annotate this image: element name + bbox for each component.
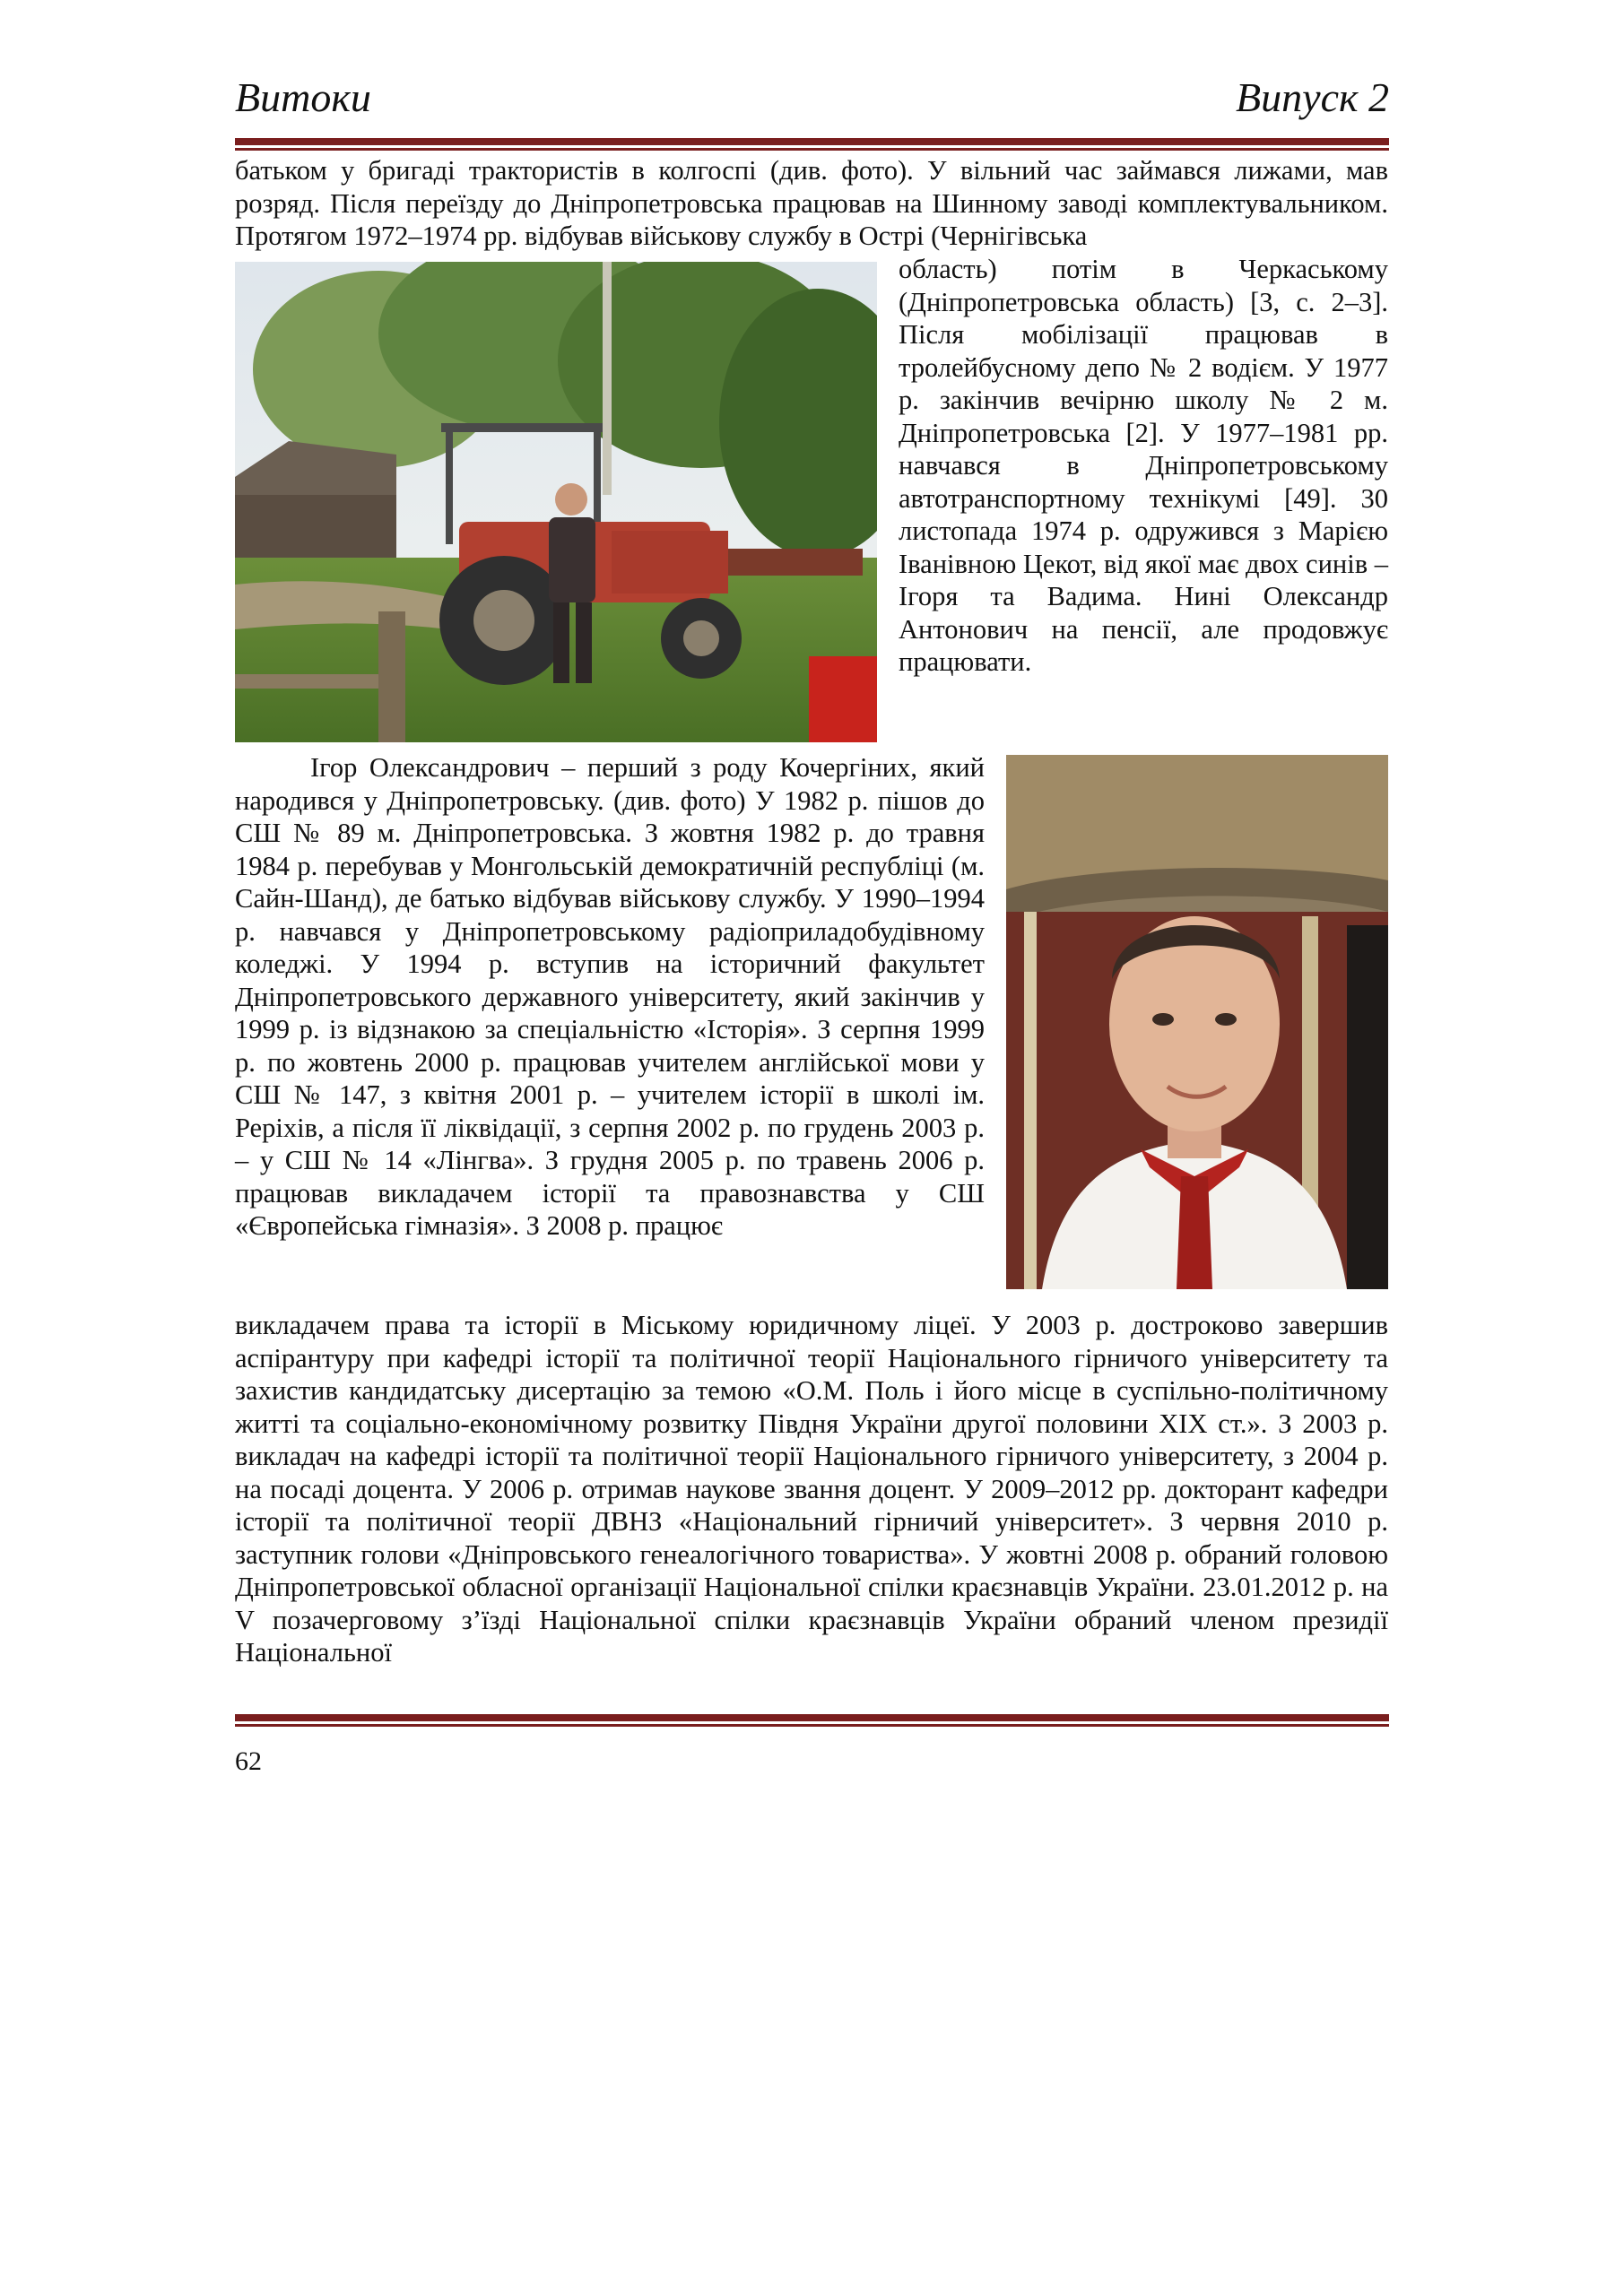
journal-title: Витоки [235,74,371,120]
tractor-photo [235,262,877,742]
portrait-photo-image [1006,755,1388,1289]
header-rule [235,138,1389,151]
paragraph-beside-portrait: Ігор Олександрович – перший з роду Кочергіних, який народився у Дніпропетровську. (див. фото) У 1982 р. пішов до СШ № 89 м. Дніпропетровська. З жовтня 1982 р. до травня 1984 р. перебував у Монгольській демократичній республіці (м. Сайн-Шанд), де батько відбував військову службу. У 1990–1994 р. навчався у Дніпропетровському радіоприладобудівному коледжі. У 1994 р. вступив на історичний факультет Дніпропетровського державного університету, який закінчив у 1999 р. із відзнакою за спеціальністю «Історія». З серпня 1999 р. по жовтень 2000 р. працював учителем англійської мови у СШ № 147, з квітня 2001 р. – учителем історії в школі ім. Реріхів, а після її ліквідації, з серпня 2002 р. по грудень 2003 р. – у СШ № 14 «Лінгва». З грудня 2005 р. по травень 2006 р. працював викладачем історії та правознавства у СШ «Європейська гімназія». З 2008 р. працює [235,752,985,1241]
tractor-photo-image [235,262,877,742]
footer-rule [235,1714,1389,1727]
paragraph-bottom: викладачем права та історії в Міському юридичному ліцеї. У 2003 р. достроково завершив аспірантуру при кафедрі історії та політичної теорії Національного гірничого університету та захистив кандидатську дисертацію за темою «О.М. Поль і його місце в суспільно-політичному житті та соціально-економічному розвитку Півдня України другої половини XIX ст.». З 2003 р. викладач на кафедрі історії та політичної теорії Національного гірничого університету, з 2004 р. на посаді доцента. У 2006 р. отримав наукове звання доцент. У 2009–2012 рр. докторант кафедри історії та політичної теорії ДВНЗ «Національний гірничий університет». З червня 2010 р. заступник голови «Дніпровського генеалогічного товариства». У жовтні 2008 р. обраний головою Дніпропетровської обласної організації Національної спілки краєзнавців України. 23.01.2012 р. на V позачерговому з’їзді Національної спілки краєзнавців України обраний членом президії Національної [235,1310,1388,1668]
paragraph-beside-tractor: область) потім в Черкаському (Дніпропетровська область) [3, с. 2–3]. Після мобілізації працював в тролейбусному депо № 2 водієм. У 1977 р. закінчив вечірню школу № 2 м. Дніпропетровська [2]. У 1977–1981 рр. навчався в Дніпропетровському автотранспортному технікумі [49]. 30 листопада 1974 р. одружився з Марією Іванівною Цекот, від якої має двох синів – Ігоря та Вадима. Нині Олександр Антонович на пенсії, але продовжує працювати. [899,254,1388,677]
paragraph-top: батьком у бригаді трактористів в колгоспі (див. фото). У вільний час займався лижами, мав розряд. Після переїзду до Дніпропетровська працював на Шинному заводі комплектувальником. Протягом 1972–1974 рр. відбував військову службу в Острі (Чернігівська [235,155,1388,251]
issue-label: Випуск 2 [1236,74,1389,120]
running-header [235,74,1389,136]
page-number: 62 [235,1746,262,1776]
portrait-photo [1006,755,1388,1289]
